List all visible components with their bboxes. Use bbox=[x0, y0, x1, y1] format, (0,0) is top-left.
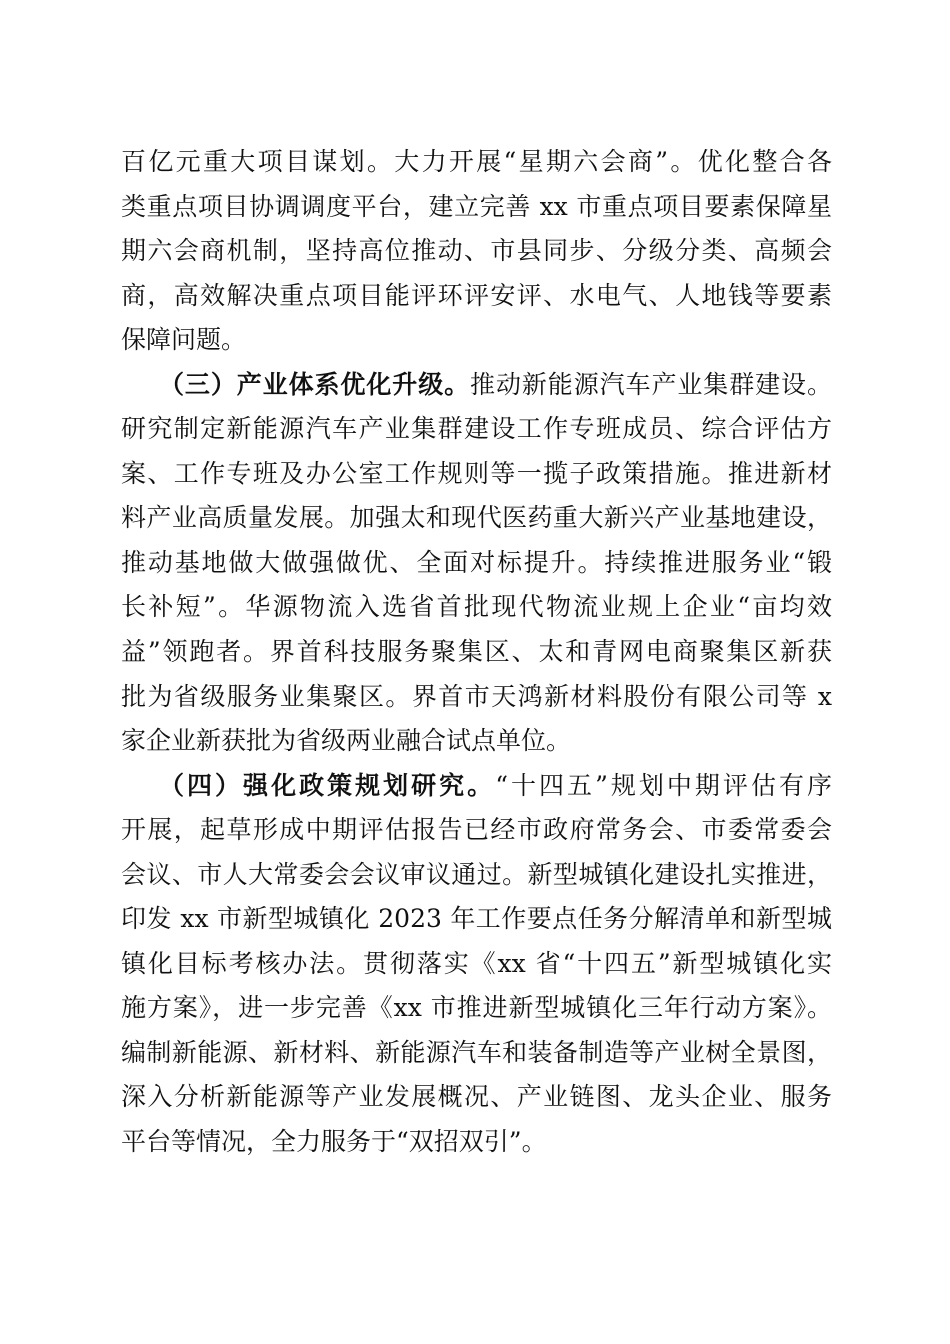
text-line: 推动基地做大做强做优、全面对标提升。持续推进服务业“锻 bbox=[121, 547, 832, 577]
text-line: 镇化目标考核办法。贯彻落实《xx 省“十四五”新型城镇化实 bbox=[121, 948, 832, 978]
text-line: 家企业新获批为省级两业融合试点单位。 bbox=[121, 726, 572, 756]
text-run: “十四五”规划中期评估有序 bbox=[495, 770, 832, 800]
document-body bbox=[121, 140, 832, 1165]
section-heading: （四）强化政策规划研究。 bbox=[159, 770, 496, 800]
text-line bbox=[121, 363, 832, 408]
paragraph-policy-research bbox=[121, 764, 832, 1165]
text-line: 平台等情况，全力服务于“双招双引”。 bbox=[121, 1127, 547, 1157]
paragraph-industry-upgrade bbox=[121, 363, 832, 764]
text-line: 料产业高质量发展。加强太和现代医药重大新兴产业基地建设， bbox=[121, 503, 832, 533]
text-line: 编制新能源、新材料、新能源汽车和装备制造等产业树全景图， bbox=[121, 1037, 832, 1067]
text-line: 百亿元重大项目谋划。大力开展“星期六会商”。优化整合各 bbox=[121, 147, 832, 176]
text-line bbox=[121, 764, 832, 809]
text-line: 研究制定新能源汽车产业集群建设工作专班成员、综合评估方 bbox=[121, 414, 832, 444]
text-run: 推动新能源汽车产业集群建设。 bbox=[470, 369, 832, 399]
text-line: 长补短”。华源物流入选省首批现代物流业规上企业“亩均效 bbox=[121, 592, 832, 622]
paragraph-project-planning bbox=[121, 140, 832, 363]
text-line: 印发 xx 市新型城镇化 2023 年工作要点任务分解清单和新型城 bbox=[121, 904, 832, 934]
text-line: 开展，起草形成中期评估报告已经市政府常务会、市委常委会 bbox=[121, 815, 832, 845]
text-line: 批为省级服务业集聚区。界首市天鸿新材料股份有限公司等 x bbox=[121, 681, 832, 711]
text-line: 深入分析新能源等产业发展概况、产业链图、龙头企业、服务 bbox=[121, 1082, 832, 1112]
text-line: 案、工作专班及办公室工作规则等一揽子政策措施。推进新材 bbox=[121, 458, 832, 488]
text-line: 期六会商机制，坚持高位推动、市县同步、分级分类、高频会 bbox=[121, 236, 832, 266]
text-line: 类重点项目协调调度平台，建立完善 xx 市重点项目要素保障星 bbox=[121, 191, 832, 221]
text-line: 施方案》，进一步完善《xx 市推进新型城镇化三年行动方案》。 bbox=[121, 993, 832, 1023]
text-line: 益”领跑者。界首科技服务聚集区、太和青网电商聚集区新获 bbox=[121, 637, 832, 667]
text-line: 保障问题。 bbox=[121, 325, 247, 355]
text-line: 会议、市人大常委会会议审议通过。新型城镇化建设扎实推进， bbox=[121, 859, 832, 889]
text-line: 商，高效解决重点项目能评环评安评、水电气、人地钱等要素 bbox=[121, 280, 832, 310]
section-heading: （三）产业体系优化升级。 bbox=[159, 369, 471, 399]
